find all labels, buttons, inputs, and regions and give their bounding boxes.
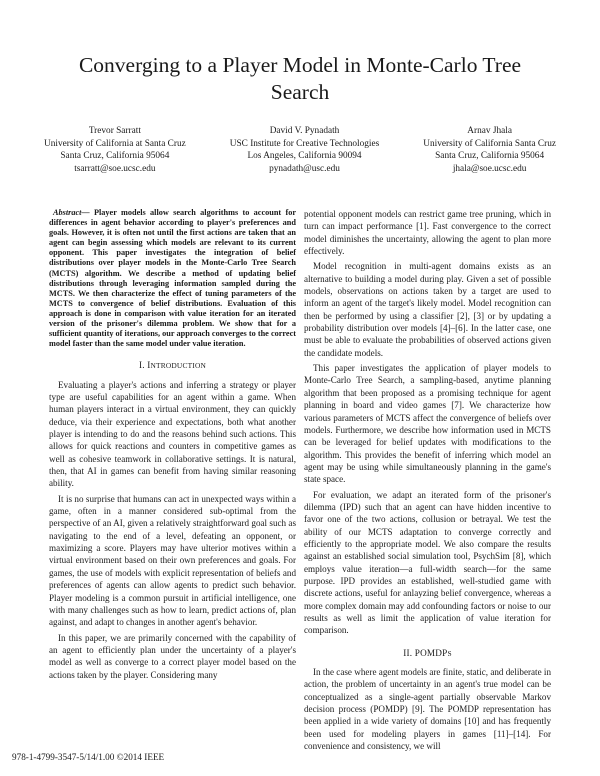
- paragraph: In this paper, we are primarily concerned with the capability of an agent to efficiently plan under the uncertainty of a player's model as well as converge to a correct player model based on the actions taken by the player. Considering many: [49, 632, 296, 680]
- section-heading-introduction: I. INTRODUCTION: [138, 360, 207, 371]
- right-column: [304, 208, 551, 755]
- author-email: pynadath@usc.edu: [269, 163, 340, 174]
- author-affiliation: University of California at Santa Cruz: [44, 138, 186, 149]
- abstract-text: Player models allow search algorithms to account for differences in agent behavior according to player's preferences and goals. However, it is often not until the first actions are taken that an agent can begin assessing which models are relevant to its current opponent. This paper investigates the integration of belief distributions over player models in the Monte-Carlo Tree Search (MCTS) algorithm. We describe a method of updating belief distributions through leveraging information sampled during the MCTS. We then characterize the effect of tuning parameters of the MCTS to convergence of belief distributions. Evaluation of this approach is done in comparison with value iteration for an iterated version of the prisoner's dilemma problem. We show that for a sufficient quantity of iterations, our approach converges to the correct model faster than the same model under value iteration.: [49, 208, 296, 349]
- author-card: [423, 125, 556, 175]
- author-email: tsarratt@soe.ucsc.edu: [74, 163, 156, 174]
- paragraph: Evaluating a player's actions and inferring a strategy or player type are useful capabilities for an agent within a game. When human players interact in a virtual environment, they can quickly deduce, via their experience and expectations, both what another player is intending to do and the reasons behind such actions. This allows for quick reactions and counters in competitive games as well as cohesive teamwork in collaborative settings. It is natural, then, that AI in games can benefit from having similar reasoning ability.: [49, 379, 296, 489]
- paragraph: Model recognition in multi-agent domains exists as an alternative to building a model during play. Given a set of possible models, observations on actions taken by a target are used to inform an agent of the target's likely model. Model recognition can then be performed by using a classifier [2], [3] or by updating a probability distribution over models [4]–[6]. In the latter case, one must be able to evaluate the probabilities of observed actions given the candidate models.: [304, 261, 551, 358]
- author-address: Santa Cruz, California 95064: [435, 151, 545, 161]
- copyright-footer: 978-1-4799-3547-5/14/1.00 ©2014 IEEE: [12, 752, 165, 762]
- paragraph: This paper investigates the application of player models to Monte-Carlo Tree Search, a sampling-based, anytime planning algorithm that been proposed as a promising technique for agent planning in board and video games [7]. We characterize how various parameters of MCTS affect the convergence of beliefs over models. Furthermore, we describe how information used in MCTS can be leveraged for belief updates with modifications to the algorithm. This provides the benefit of inferring which model an agent may be using while simultaneously planning in the game's state space.: [304, 363, 551, 485]
- title-line-1: Converging to a Player Model in Monte-Carlo Tree: [78, 53, 522, 77]
- author-name: David V. Pynadath: [269, 126, 340, 136]
- paper-title: [40, 52, 560, 106]
- author-affiliation: University of California Santa Cruz: [423, 138, 556, 149]
- section-heading-pomdps: II. POMDPS: [403, 647, 452, 658]
- author-card: [230, 125, 379, 175]
- author-card: [44, 125, 186, 175]
- abstract-label: Abstract—: [53, 208, 90, 217]
- paragraph: potential opponent models can restrict game tree pruning, which in turn can impact performance [1]. Fast convergence to the correct model diminishes the uncertainty, allowing the agent to plan more effectively.: [304, 209, 551, 257]
- left-column: [49, 208, 296, 684]
- author-block: [44, 125, 556, 175]
- author-address: Santa Cruz, California 95064: [60, 151, 170, 161]
- author-affiliation: USC Institute for Creative Technologies: [229, 138, 380, 149]
- author-address: Los Angeles, California 90094: [247, 151, 362, 161]
- author-name: Arnav Jhala: [467, 126, 512, 136]
- paragraph: For evaluation, we adapt an iterated form of the prisoner's dilemma (IPD) such that an agent can have hidden incentive to favor one of the two actions, collusion or betrayal. We test the ability of our MCTS adaptation to converge correctly and efficiently to the appropriate model. We also compare the results against an established social simulation tool, PsychSim [8], which employs value iteration—a full-width search—for the same purpose. IPD provides an established, well-studied game with discrete actions, useful for anlayzing belief convergence, whereas a more complex domain may add confounding factors or noise to our results as well as limit the application of value iteration for comparison.: [304, 489, 551, 636]
- abstract: [49, 208, 296, 349]
- author-name: Trevor Sarratt: [88, 126, 141, 136]
- title-line-2: Search: [270, 80, 330, 104]
- paragraph: It is no surprise that humans can act in unexpected ways within a game, often in a manner considered sub-optimal from the perspective of an AI, given a relatively straightforward goal such as navigating to the end of a level, defeating an opponent, or maximizing a score. Players may have ulterior motives within a virtual environment based on their own preferences and goals. For games, the use of models with explicit representation of beliefs and preferences of agents can allow agents to predict such behavior. Player modeling is a common pursuit in artificial intelligence, one with many challenges such as how to learn, predict actions of, plan against, and adapt to changes in another agent's behavior.: [49, 493, 296, 628]
- paragraph: In the case where agent models are finite, static, and deliberate in action, the problem of uncertainty in an agent's true model can be conceptualized as a single-agent partially observable Markov decision process (POMDP) [9]. The POMDP representation has been applied in a wide variety of domains [10] and has frequently been used for modeling players in games [11]–[14]. For convenience and consistency, we will: [304, 667, 551, 752]
- author-email: jhala@soe.ucsc.edu: [452, 163, 527, 174]
